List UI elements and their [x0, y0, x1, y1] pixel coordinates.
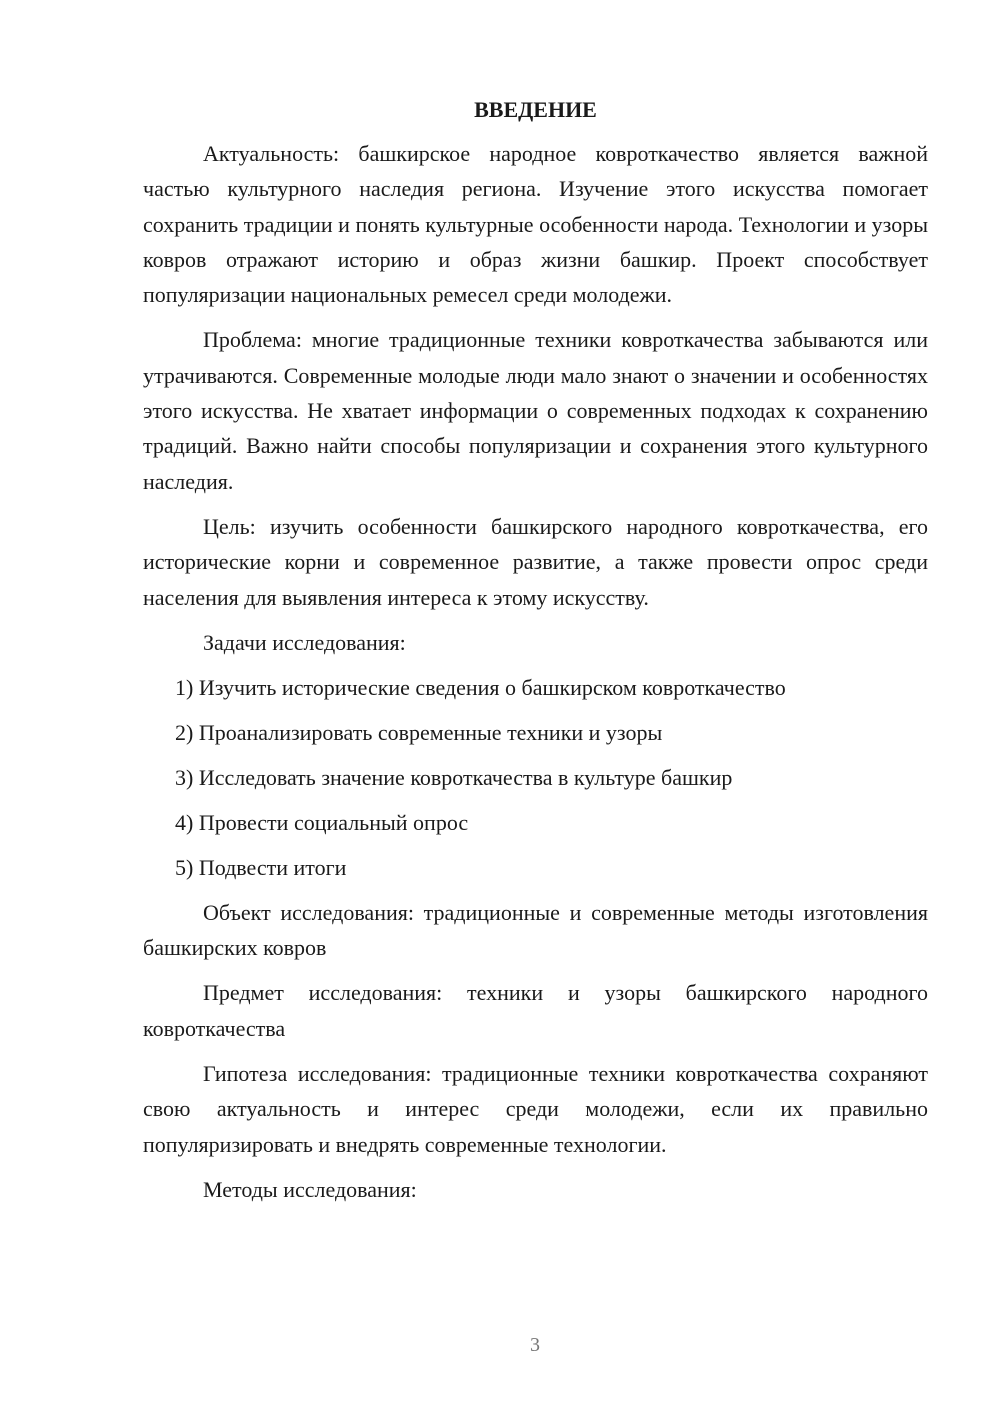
task-item: 4) Провести социальный опрос: [175, 809, 469, 835]
goal-paragraph: Цель: изучить особенности башкирского народного ковроткачества, его исторические корни и современное развитие, а также провести опрос среди населения для выявления интереса к этому искусству.: [143, 513, 928, 610]
task-item: 5) Подвести итоги: [175, 854, 347, 880]
task-item: 3) Исследовать значение ковроткачества в культуре башкир: [175, 764, 733, 790]
tasks-heading: Задачи исследования:: [203, 629, 406, 655]
task-item: 2) Проанализировать современные техники и узоры: [175, 719, 663, 745]
relevance-paragraph: Актуальность: башкирское народное ковроткачество является важной частью культурного наследия региона. Изучение этого искусства помогает сохранить традиции и понять культурные особенности народа. Технологии и узоры ковров отражают историю и образ жизни башкир. Проект способствует популяризации национальных ремесел среди молодежи.: [143, 141, 928, 308]
page-number: 3: [530, 1334, 540, 1356]
problem-paragraph: Проблема: многие традиционные техники ковроткачества забываются или утрачиваются. Современные молодые люди мало знают о значении и особенностях этого искусства. Не хватает информации о современных подходах к сохранению традиций. Важно найти способы популяризации и сохранения этого культурного наследия.: [143, 327, 928, 494]
subject-paragraph: Предмет исследования: техники и узоры башкирского народного ковроткачества: [143, 980, 928, 1041]
page-content: [143, 94, 928, 1207]
object-paragraph: Объект исследования: традиционные и современные методы изготовления башкирских ковров: [143, 899, 928, 961]
page-title: ВВЕДЕНИЕ: [474, 97, 597, 122]
task-item: 1) Изучить исторические сведения о башкирском ковроткачество: [175, 674, 786, 700]
hypothesis-paragraph: Гипотеза исследования: традиционные техники ковроткачества сохраняют свою актуальность и интерес среди молодежи, если их правильно популяризировать и внедрять современные технологии.: [143, 1061, 928, 1157]
methods-paragraph: Методы исследования:: [203, 1176, 417, 1202]
task-list: [143, 670, 928, 885]
